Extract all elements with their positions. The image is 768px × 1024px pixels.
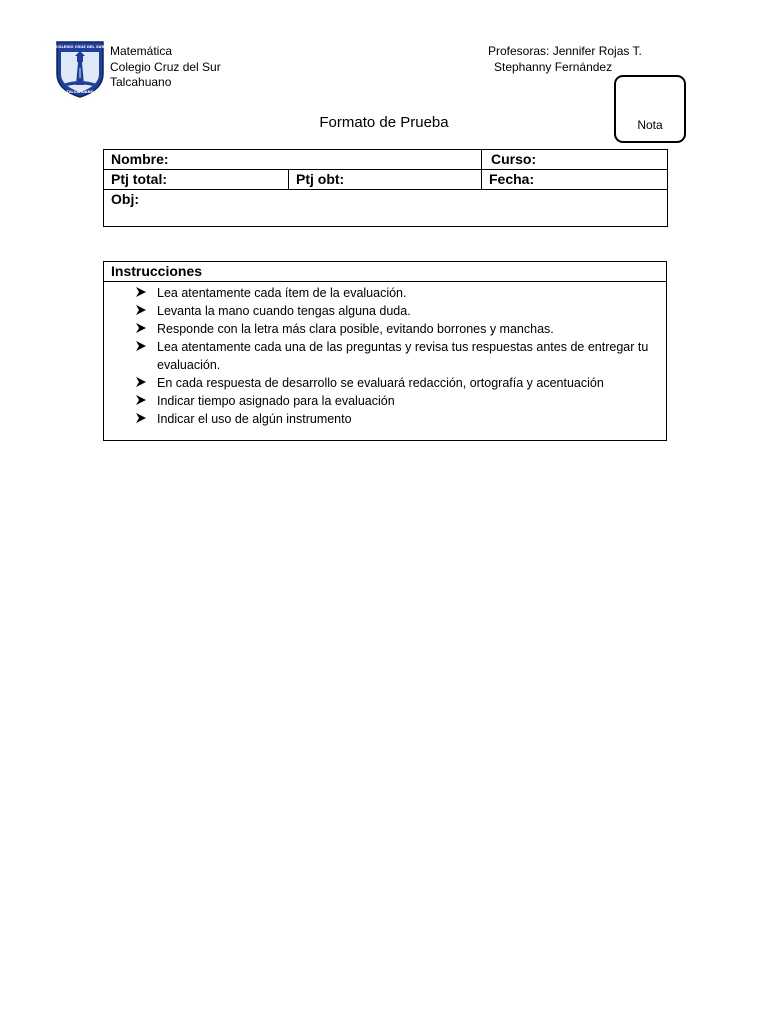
teacher-line-2: Stephanny Fernández [494, 59, 613, 74]
arrow-bullet-icon [135, 394, 147, 406]
obtained-score-label: Ptj obt: [296, 171, 345, 187]
instruction-text: En cada respuesta de desarrollo se evaluará redacción, ortografía y acentuación [157, 376, 604, 390]
list-item [104, 392, 666, 410]
list-item [104, 320, 666, 338]
grade-label: Nota [637, 118, 663, 132]
course-label: Curso: [491, 151, 537, 167]
instructions-list [104, 282, 666, 428]
list-item [104, 302, 666, 320]
instruction-text: Lea atentamente cada ítem de la evaluación. [157, 286, 407, 300]
arrow-bullet-icon [135, 340, 147, 352]
arrow-bullet-icon [135, 322, 147, 334]
subject-line: Matemática [110, 44, 173, 58]
logo-bottom-text: TALCAHUANO [66, 90, 94, 94]
objective-field[interactable] [104, 190, 668, 227]
table-row [104, 170, 668, 190]
instruction-text: Lea atentamente cada una de las preguntas y revisa tus respuestas antes de entregar tu evaluación. [157, 340, 649, 372]
arrow-bullet-icon [135, 376, 147, 388]
name-field[interactable] [104, 150, 482, 170]
teacher-line-1: Profesoras: Jennifer Rojas T. [488, 44, 642, 58]
school-logo [55, 40, 105, 98]
instructions-heading: Instrucciones [104, 262, 666, 282]
school-info [110, 44, 221, 91]
instruction-text: Indicar tiempo asignado para la evaluación [157, 394, 395, 408]
name-label: Nombre: [111, 151, 169, 167]
table-row [104, 150, 668, 170]
list-item [104, 338, 666, 374]
list-item [104, 374, 666, 392]
teachers-info [488, 44, 642, 75]
instructions-box [103, 261, 667, 441]
list-item [104, 410, 666, 428]
date-field[interactable] [482, 170, 668, 190]
obtained-score-field[interactable] [289, 170, 482, 190]
course-field[interactable] [482, 150, 668, 170]
total-score-field[interactable] [104, 170, 289, 190]
arrow-bullet-icon [135, 304, 147, 316]
school-name-line: Colegio Cruz del Sur [110, 59, 221, 74]
objective-label: Obj: [111, 191, 139, 207]
arrow-bullet-icon [135, 412, 147, 424]
total-score-label: Ptj total: [111, 171, 167, 187]
date-label: Fecha: [489, 171, 535, 187]
arrow-bullet-icon [135, 286, 147, 298]
instruction-text: Indicar el uso de algún instrumento [157, 412, 352, 426]
table-row [104, 190, 668, 227]
logo-top-text: COLEGIO CRUZ DEL SUR [55, 45, 105, 49]
instruction-text: Levanta la mano cuando tengas alguna duda. [157, 304, 411, 318]
grade-box[interactable] [614, 75, 686, 143]
student-info-table [103, 149, 668, 227]
city-line: Talcahuano [110, 75, 172, 89]
page-title: Formato de Prueba [319, 114, 449, 131]
list-item [104, 284, 666, 302]
instruction-text: Responde con la letra más clara posible, evitando borrones y manchas. [157, 322, 554, 336]
